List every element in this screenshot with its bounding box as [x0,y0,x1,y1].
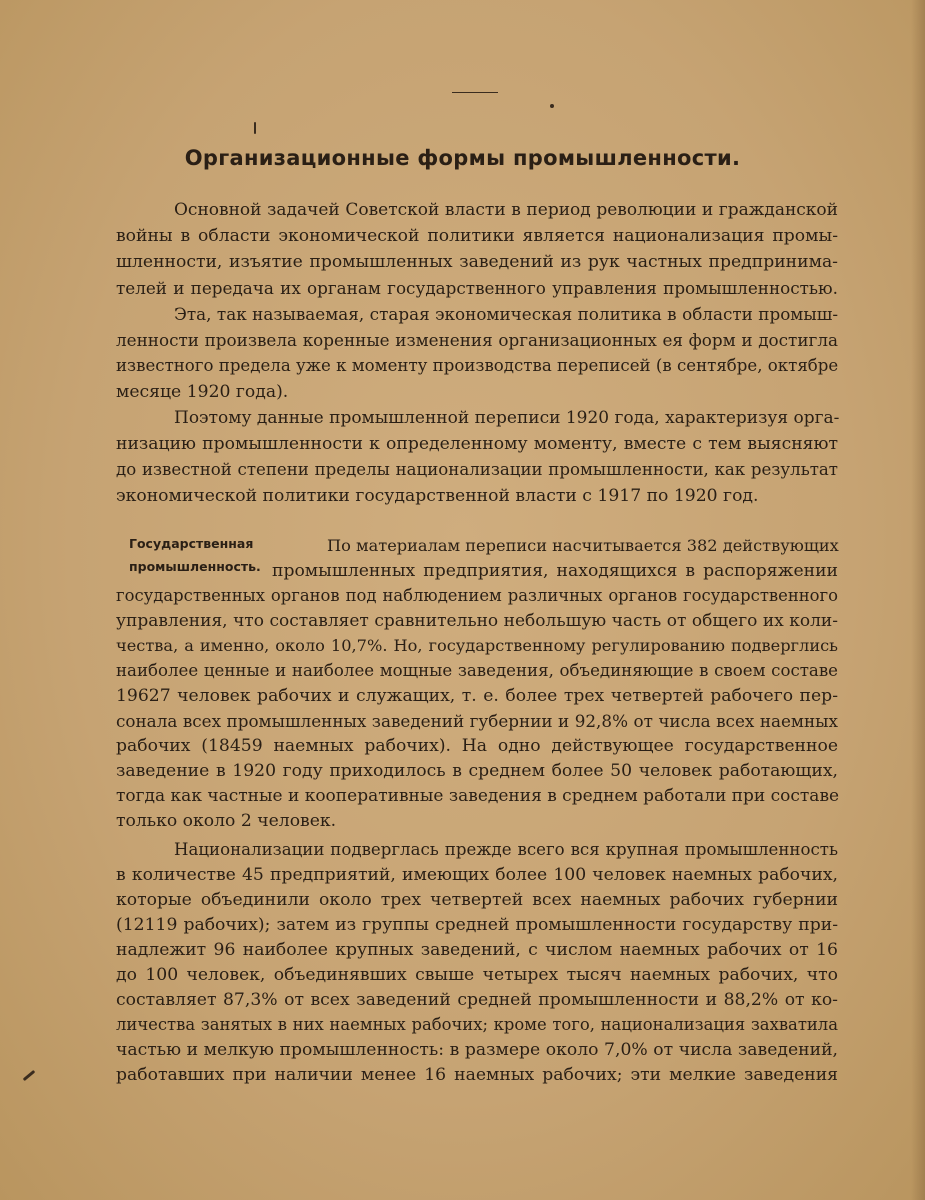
text-line: известного предела уже к моменту производства переписей (в сентябре, октябре [116,356,839,375]
ink-mark [254,122,256,134]
text-line: рабочих (18459 наемных рабочих). На одно действующее государственное [116,736,838,756]
text-line: частью и мелкую промышленность: в размере около 7,0% от числа заведений, [116,1040,838,1060]
text-line: надлежит 96 наиболее крупных заведений, с числом наемных рабочих от 16 [116,940,838,960]
text-line: ленности произвела коренные изменения организационных ея форм и достигла [116,330,838,350]
text-line: войны в области экономической политики является национализация промы- [116,226,838,246]
text-line: низацию промышленности к определенному моменту, вместе с тем выясняют [116,434,838,454]
text-line: работавших при наличии менее 16 наемных рабочих; эти мелкие заведения [116,1065,838,1085]
text-line: заведение в 1920 году приходилось в среднем более 50 человек работающих, [116,761,838,781]
text-line: промышленных предприятия, находящихся в распоряжении [272,561,838,581]
text-line: экономической политики государственной власти с 1917 по 1920 год. [116,486,759,506]
text-line: личества занятых в них наемных рабочих; кроме того, национализация захватила [116,1015,838,1034]
page-edge-shadow [911,0,925,1200]
text-line: телей и передача их органам государственного управления промышленностью. [116,278,838,298]
text-line: шленности, изъятие промышленных заведений из рук частных предпринима- [116,252,838,272]
text-line: 19627 человек рабочих и служащих, т. е. более трех четвертей рабочего пер- [116,686,838,706]
text-line: Эта, так называемая, старая экономическая политика в области промыш- [174,304,838,324]
text-line: (12119 рабочих); затем из группы средней промышленности государству при- [116,915,838,935]
text-line: до известной степени пределы национализации промышленности, как результат [116,460,838,479]
top-rule [452,92,498,93]
text-line: сонала всех промышленных заведений губернии и 92,8% от числа всех наемных [116,711,838,731]
page-title: Организационные формы промышленности. [184,146,741,170]
text-line: По материалам переписи насчитывается 382 действующих [327,536,839,555]
text-line: управления, что составляет сравнительно небольшую часть от общего их коли- [116,611,838,631]
text-line: в количестве 45 предприятий, имеющих более 100 человек наемных рабочих, [116,865,838,885]
text-line: только около 2 человек. [116,811,337,831]
margin-heading-line: Государственная [129,536,254,551]
text-line: Национализации подверглась прежде всего вся крупная промышленность [174,840,838,859]
ink-speck [550,104,554,108]
text-line: до 100 человек, объединявших свыше четырех тысяч наемных рабочих, что [116,965,838,985]
margin-heading-line: промышленность. [129,559,261,574]
text-line: которые объединили около трех четвертей всех наемных рабочих губернии [116,890,838,910]
text-line: Основной задачей Советской власти в период революции и гражданской [174,200,838,220]
text-line: чества, а именно, около 10,7%. Но, государственному регулированию подверглись [116,636,838,655]
ink-mark [23,1070,36,1081]
margin-heading [129,532,261,578]
text-line: наиболее ценные и наиболее мощные заведения, объединяющие в своем составе [116,661,838,680]
text-line: Поэтому данные промышленной переписи 1920 года, характеризуя орга- [174,408,840,428]
text-line: государственных органов под наблюдением различных органов государственного [116,586,838,605]
text-line: месяце 1920 года). [116,382,289,402]
text-line: тогда как частные и кооперативные заведения в среднем работали при составе [116,786,840,806]
text-line: составляет 87,3% от всех заведений средней промышленности и 88,2% от ко- [116,990,838,1010]
